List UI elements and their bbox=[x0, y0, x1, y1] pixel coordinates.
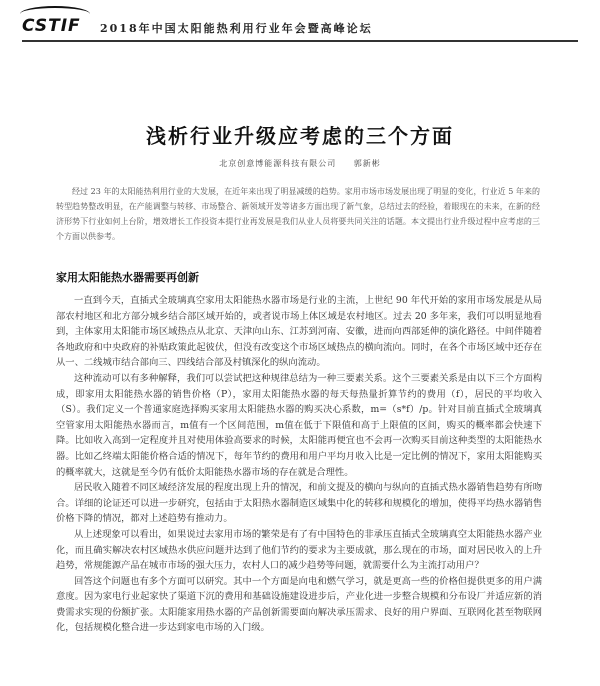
body-paragraph: 从上述现象可以看出，如果说过去家用市场的繁荣是有了有中国特色的非承压直插式全玻璃真空太阳能热水器产业化，而且确实解决农村区域热水供应问题并达到了他们节约的要求为主要成就，那么现在的市场，面对居民收入的上升趋势，常规能源产品在城市市场的强大压力，农村人口的减少趋势等问题，就需要什么为主流打动用户？ bbox=[56, 528, 542, 572]
conference-title: 2018年中国太阳能热利用行业年会暨高峰论坛 bbox=[100, 22, 373, 35]
body-paragraph: 回答这个问题也有多个方面可以研究。其中一个方面是向电和燃气学习，就是更高一些的价格但提供更多的用户满意度。因为家电行业起家快了渠道下沉的费用和基础设施建设进步后，产业化进一步整合规模和分布设厂并适应新的消费需求实现的份额扩张。太阳能家用热水器的产品创新需要面向解决承压需求、良好的用户界面、互联网化甚至物联网化，包括规模化整合进一步达到家电市场的入门级。 bbox=[56, 575, 542, 634]
section-heading: 家用太阳能热水器需要再创新 bbox=[56, 271, 199, 284]
article-title: 浅析行业升级应考虑的三个方面 bbox=[146, 124, 454, 148]
abstract: 经过 23 年的太阳能热利用行业的大发展，在近年来出现了明显减缓的趋势。家用市场市场发展出现了明显的变化，行业近 5 年来的转型趋势整改明显，在产能调整与转移、市场整合、新领域开发等诸多方面出现了新气象，总结过去的经验，着眼现在的未来，在新的经济形势下行业如何上台阶，增效增长工作投资本提行业再发展是我们从业人员将要共同关注的话题。本文提出行业升级过程中应考虑的三个方面以供参考。 bbox=[56, 187, 540, 241]
body-paragraph: 一直到今天，直插式全玻璃真空家用太阳能热水器市场是行业的主流，上世纪 90 年代开始的家用市场发展是从局部农村地区和北方部分城乡结合部区域开始的，或者说市场上体区域是农村地区。过去 20 多年来，我们可以明显地看到，主体家用太阳能市场区域热点从北京、天津向山东、江苏到河南、安徽，进而向西部延伸的演化路径。中间伴随着各地政府和中央政府的补贴政策此起彼伏，但没有改变这个市场区域热点的横向流向。同时，在各个市场区域中还存在从一、二线城市结合部向三、四线结合部及村镇深化的纵向流动。 bbox=[56, 295, 542, 369]
conference-logo: CSTIF bbox=[22, 16, 81, 36]
page-header bbox=[0, 0, 600, 50]
author-name: 郭新彬 bbox=[353, 159, 381, 168]
byline bbox=[0, 158, 600, 169]
header-divider bbox=[22, 40, 578, 42]
body-paragraph: 居民收入随着不同区域经济发展的程度出现上升的情况，和前文提及的横向与纵向的直插式热水器销售趋势有所吻合。详细的论证还可以进一步研究，包括由于太阳热水器制造区域集中化的转移和规模化的增加，使得平均热水器销售价格下降的情况，都对上述趋势有推动力。 bbox=[56, 482, 542, 525]
article-body bbox=[56, 293, 542, 636]
body-paragraph: 这种流动可以有多种解释，我们可以尝试把这种规律总结为一种三要素关系。这个三要素关系是由以下三个方面构成，即家用太阳能热水器的销售价格（P），家用太阳能热水器的每天每热量折算节约的费用（f），居民的平均收入（S）。我们定义一个普通家庭选择购买家用太阳能热水器的购买决心系数，m=（s*f）/p。针对目前直插式全玻璃真空管家用太阳能热水器而言，m值有一个区间范围，m值在低于下限值和高于上限值的区间，购买的概率都会快速下降。比如收入高到一定程度并且对使用体验高要求的时候，太阳能再便宜也不会再一次购买目前这种类型的太阳能热水器。比如乙终端太阳能价格合适的情况下，每年节约的费用和用户平均月收入比是一定比例的情况下，家用太阳能购买的概率就大，这就是至今仍有低价太阳能热水器市场的存在就是合理性。 bbox=[56, 372, 542, 478]
author-organization: 北京创意博能源科技有限公司 bbox=[219, 159, 337, 168]
